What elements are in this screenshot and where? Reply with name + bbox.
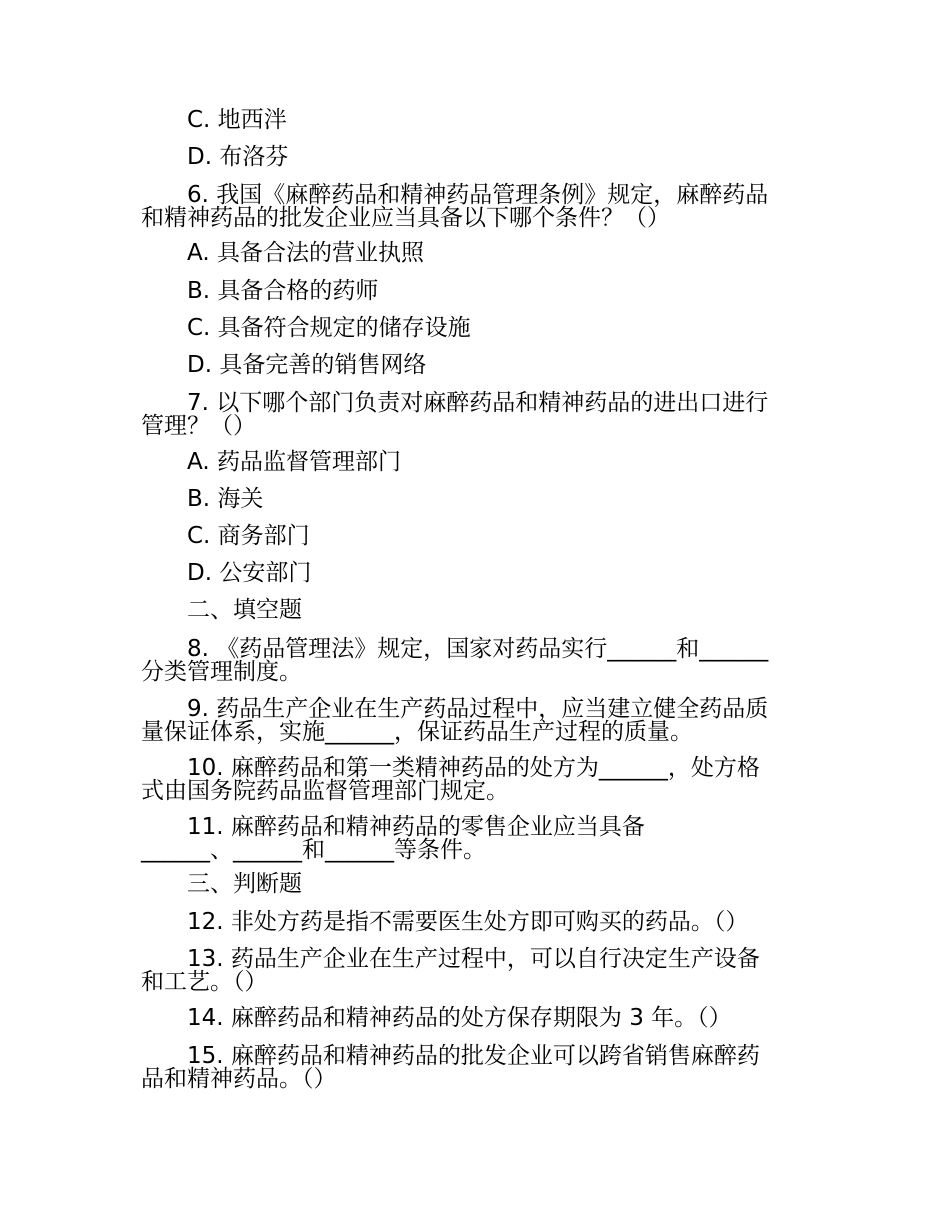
question-7-cont: 管理？（） [141,413,256,439]
option-b-q6: B. 具备合格的药师 [187,278,379,304]
question-10-cont: 式由国务院药品监督管理部门规定。 [141,778,509,804]
question-12: 12. 非处方药是指不需要医生处方即可购买的药品。（） [187,909,749,935]
option-c-q7: C. 商务部门 [187,523,310,549]
option-a-q7: A. 药品监督管理部门 [187,449,401,475]
question-11-cont: ______、______和______等条件。 [141,837,486,863]
option-c-q5: C. 地西泮 [187,107,287,133]
question-13-cont: 和工艺。（） [141,969,268,995]
question-8-cont: 分类管理制度。 [141,659,302,685]
question-8: 8. 《药品管理法》规定，国家对药品实行______和______ [187,636,769,662]
section-heading-fill-blank: 二、填空题 [187,597,302,623]
question-15: 15. 麻醉药品和精神药品的批发企业可以跨省销售麻醉药 [187,1043,760,1069]
question-9: 9. 药品生产企业在生产药品过程中，应当建立健全药品质 [187,696,769,722]
question-9-cont: 量保证体系，实施______，保证药品生产过程的质量。 [141,719,693,745]
option-d-q7: D. 公安部门 [187,560,312,586]
option-b-q7: B. 海关 [187,486,264,512]
option-a-q6: A. 具备合法的营业执照 [187,240,424,266]
question-10: 10. 麻醉药品和第一类精神药品的处方为______，处方格 [187,755,760,781]
option-d-q5: D. 布洛芬 [187,144,289,170]
question-6-cont: 和精神药品的批发企业应当具备以下哪个条件？（） [141,205,670,231]
question-14: 14. 麻醉药品和精神药品的处方保存期限为 3 年。（） [187,1005,732,1031]
section-heading-true-false: 三、判断题 [187,871,302,897]
question-11: 11. 麻醉药品和精神药品的零售企业应当具备 [187,814,645,840]
option-c-q6: C. 具备符合规定的储存设施 [187,315,471,341]
option-d-q6: D. 具备完善的销售网络 [187,352,427,378]
question-13: 13. 药品生产企业在生产过程中，可以自行决定生产设备 [187,946,760,972]
question-6: 6. 我国《麻醉药品和精神药品管理条例》规定，麻醉药品 [187,182,769,208]
question-7: 7. 以下哪个部门负责对麻醉药品和精神药品的进出口进行 [187,390,769,416]
question-15-cont: 品和精神药品。（） [141,1066,337,1092]
